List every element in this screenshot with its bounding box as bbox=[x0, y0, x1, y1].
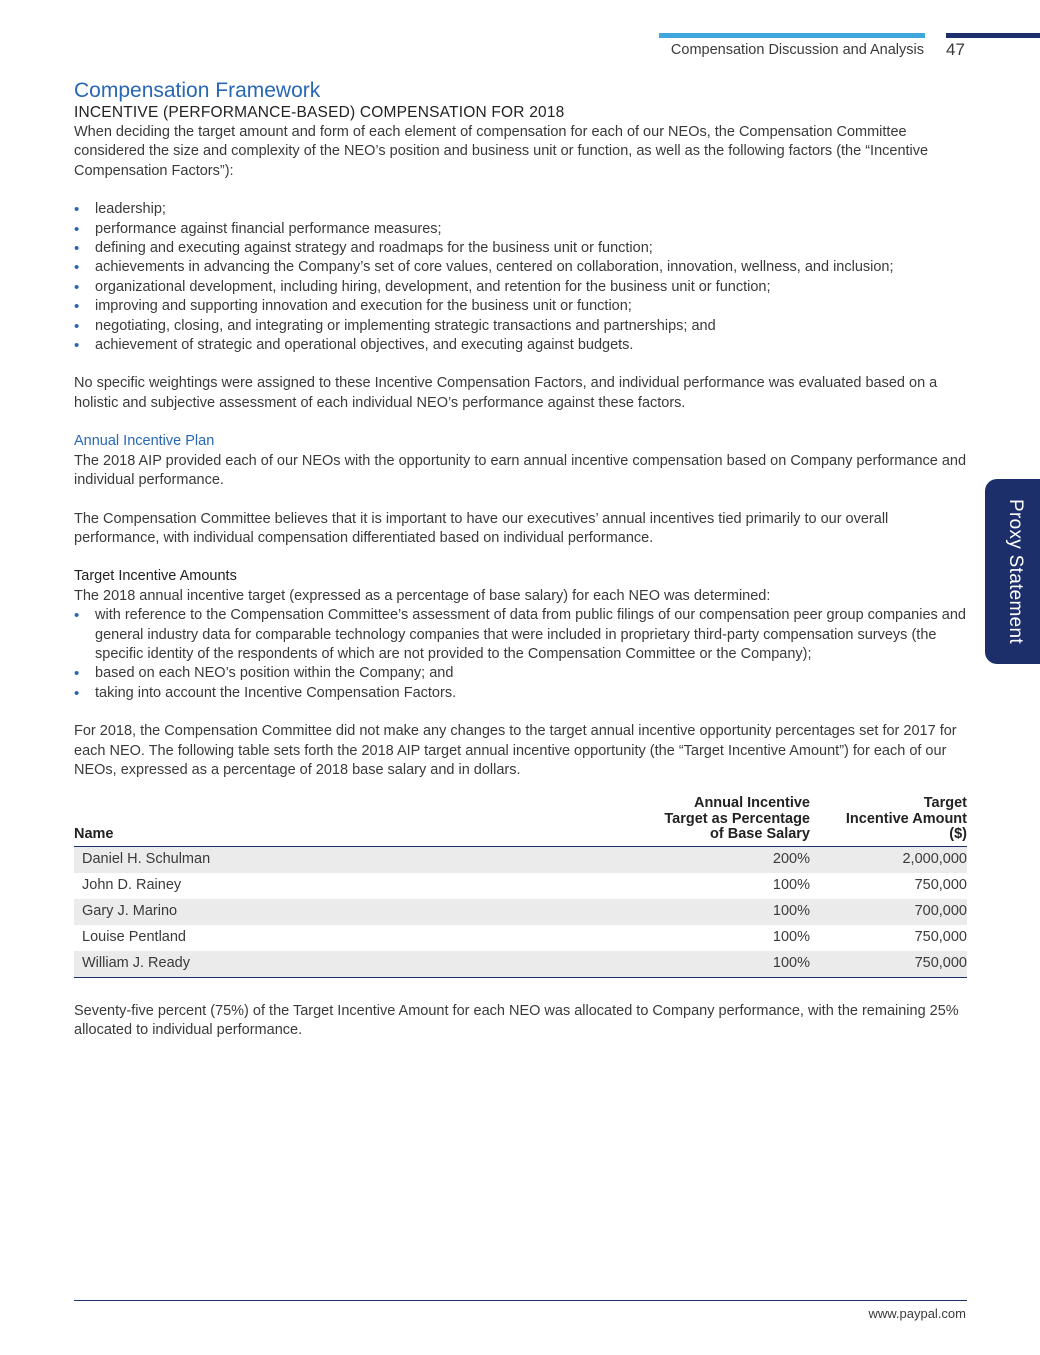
main-content bbox=[74, 79, 967, 1041]
list-item: • organizational development, including hiring, development, and retention for the business unit or function; bbox=[74, 278, 967, 297]
cell-name: Daniel H. Schulman bbox=[82, 851, 211, 868]
table-header-row bbox=[74, 796, 967, 846]
weighting-paragraph: No specific weightings were assigned to these Incentive Compensation Factors, and individual performance was evaluated based on a holistic and subjective assessment of each individual NEO’s performance against these factors. bbox=[74, 375, 938, 411]
list-item: • with reference to the Compensation Committee’s assessment of data from public filings of our compensation peer group companies and general industry data for comparable technology companies that were included in proprietary third-party compensation surveys (the specific identity of the respondents of which are not provided to the Compensation Committee or the Company); bbox=[74, 606, 967, 664]
list-item: • taking into account the Incentive Compensation Factors. bbox=[74, 684, 967, 703]
cell-name: Gary J. Marino bbox=[82, 903, 178, 920]
list-item: • based on each NEO’s position within the Company; and bbox=[74, 664, 967, 683]
page-number: 47 bbox=[946, 40, 965, 59]
aip-paragraph-2: The Compensation Committee believes that it is important to have our executives’ annual incentives tied primarily to our overall performance, with individual compensation differentiated based on individual performance. bbox=[74, 510, 889, 546]
cell-amount: 750,000 bbox=[914, 877, 967, 894]
section-side-tab bbox=[985, 479, 1040, 664]
cell-amount: 2,000,000 bbox=[902, 851, 967, 868]
list-item: • achievement of strategic and operational objectives, and executing against budgets. bbox=[74, 336, 967, 355]
header-accent-bar bbox=[659, 33, 925, 38]
column-header-percentage: Annual Incentive Target as Percentage of Base Salary bbox=[664, 795, 810, 843]
column-header-name: Name bbox=[74, 826, 114, 843]
list-item: • improving and supporting innovation and execution for the business unit or function; bbox=[74, 297, 967, 316]
header-accent-bar-dark bbox=[946, 33, 1040, 38]
column-header-amount: Target Incentive Amount ($) bbox=[845, 795, 967, 843]
cell-percentage: 100% bbox=[772, 903, 810, 920]
list-item: • leadership; bbox=[74, 200, 967, 219]
cell-name: Louise Pentland bbox=[82, 929, 186, 946]
target-heading: Target Incentive Amounts bbox=[74, 568, 237, 585]
list-item: • achievements in advancing the Company’s set of core values, centered on collaboration, innovation, wellness, and inclusion; bbox=[74, 258, 967, 277]
table-row bbox=[74, 846, 967, 873]
cell-amount: 750,000 bbox=[914, 955, 967, 972]
subsection-title: INCENTIVE (PERFORMANCE-BASED) COMPENSATION FOR 2018 bbox=[74, 104, 565, 121]
cell-amount: 750,000 bbox=[914, 929, 967, 946]
target-bullets bbox=[74, 606, 967, 703]
table-intro: For 2018, the Compensation Committee did not make any changes to the target annual incentive opportunity percentages set for 2017 for each NEO. The following table sets forth the 2018 AIP target annual incentive opportunity (the “Target Incentive Amount”) for each of our NEOs, expressed as a percentage of 2018 base salary and in dollars. bbox=[74, 723, 957, 778]
factors-list bbox=[74, 200, 967, 355]
page-title: Compensation Framework bbox=[74, 79, 321, 102]
table-row bbox=[74, 951, 967, 978]
aip-heading: Annual Incentive Plan bbox=[74, 433, 215, 450]
cell-percentage: 100% bbox=[772, 877, 810, 894]
table-row bbox=[74, 925, 967, 951]
cell-name: William J. Ready bbox=[82, 955, 190, 972]
cell-percentage: 200% bbox=[772, 851, 810, 868]
footer-divider bbox=[74, 1300, 967, 1301]
list-item: • defining and executing against strategy and roadmaps for the business unit or function; bbox=[74, 239, 967, 258]
closing-paragraph: Seventy-five percent (75%) of the Target Incentive Amount for each NEO was allocated to Company performance, with the remaining 25% allocated to individual performance. bbox=[74, 1002, 959, 1039]
list-item: • negotiating, closing, and integrating or implementing strategic transactions and partnerships; and bbox=[74, 317, 967, 336]
side-tab-label: Proxy Statement bbox=[1005, 499, 1026, 644]
cell-percentage: 100% bbox=[772, 929, 810, 946]
cell-percentage: 100% bbox=[772, 955, 810, 972]
table-row bbox=[74, 899, 967, 925]
running-header: Compensation Discussion and Analysis bbox=[670, 42, 924, 58]
table-row bbox=[74, 873, 967, 899]
target-incentive-table bbox=[74, 796, 967, 978]
cell-name: John D. Rainey bbox=[82, 877, 182, 894]
target-intro: The 2018 annual incentive target (expressed as a percentage of base salary) for each NEO was determined: bbox=[74, 587, 771, 604]
aip-paragraph-1: The 2018 AIP provided each of our NEOs with the opportunity to earn annual incentive compensation based on Company performance and individual performance. bbox=[74, 452, 967, 489]
cell-amount: 700,000 bbox=[914, 903, 967, 920]
footer-url: www.paypal.com bbox=[868, 1306, 966, 1321]
list-item: • performance against financial performance measures; bbox=[74, 220, 967, 239]
intro-paragraph: When deciding the target amount and form of each element of compensation for each of our NEOs, the Compensation Committee considered the size and complexity of the NEO’s position and business unit or function, as well as the following factors (the “Incentive Compensation Factors”): bbox=[74, 124, 929, 179]
